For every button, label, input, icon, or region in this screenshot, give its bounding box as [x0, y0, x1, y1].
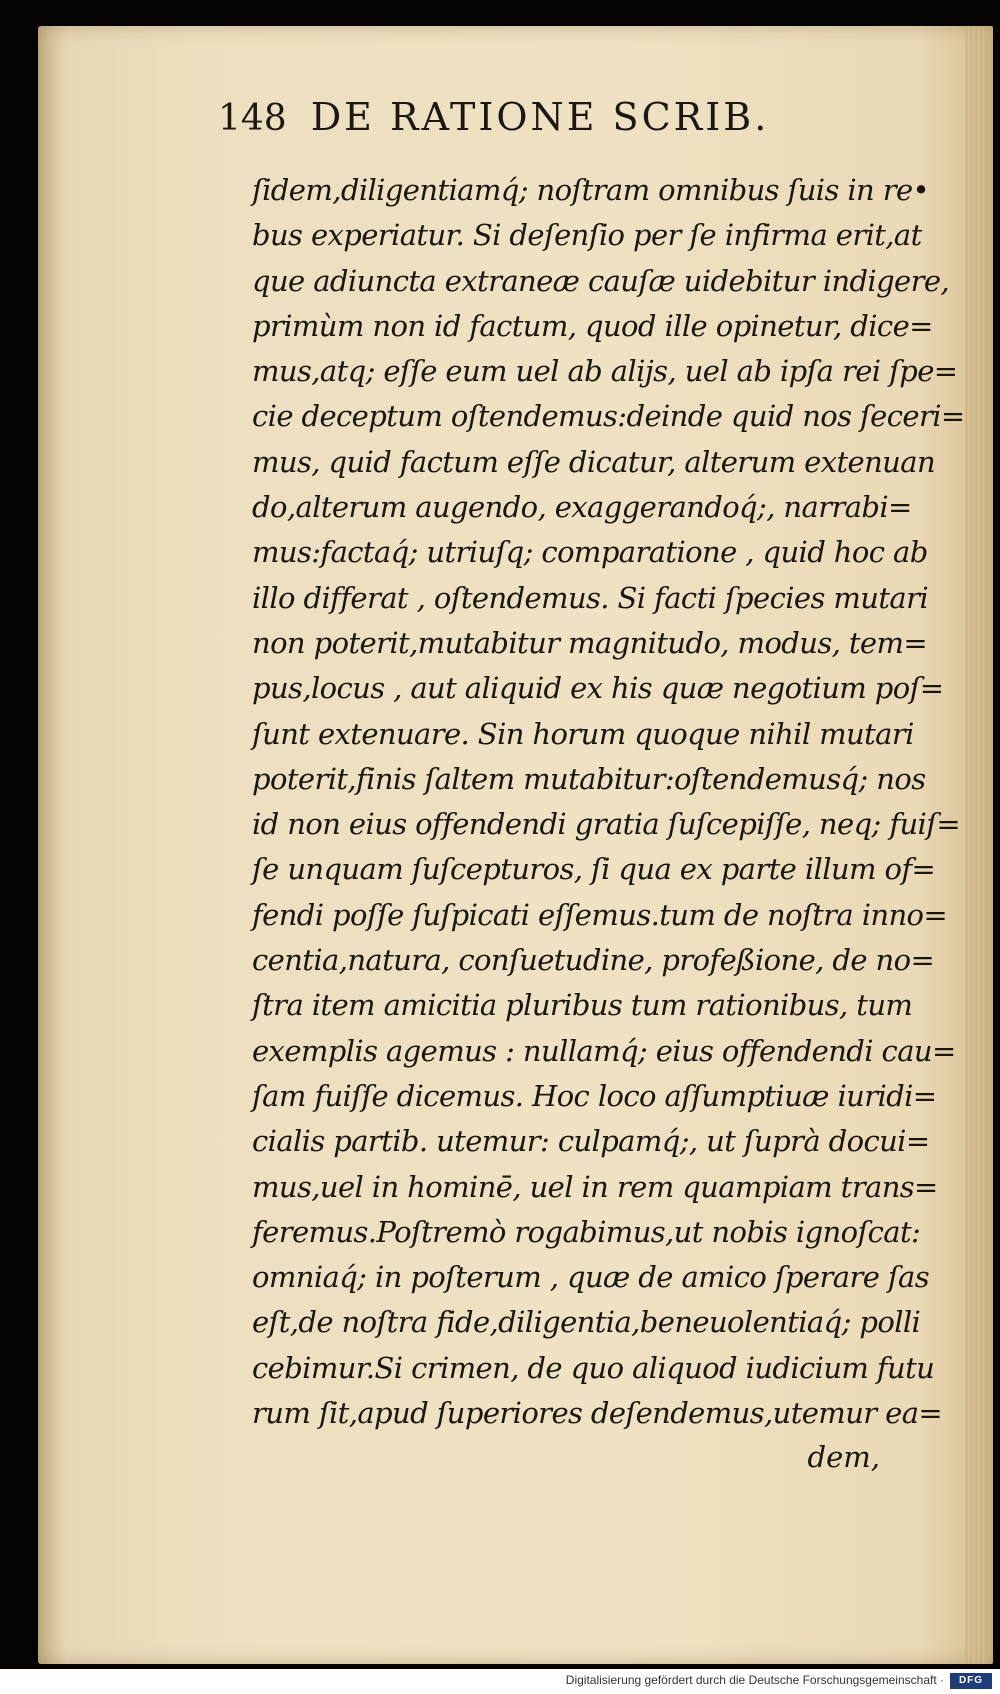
text-line: centia,natura, conſuetudine, profeßione, de no=: [252, 943, 935, 978]
text-line: cie deceptum oſtendemus:deinde quid nos ſeceri=: [252, 399, 965, 434]
running-title: DE RATIONE SCRIB.: [310, 95, 770, 139]
text-line: cebimur.Si crimen, de quo aliquod iudicium futu: [252, 1350, 935, 1385]
running-head: [218, 95, 818, 155]
dfg-logo: DFG: [950, 1673, 992, 1689]
text-line: mus,uel in hominē, uel in rem quampiam trans=: [252, 1169, 938, 1204]
text-line: cialis partib. utemur: culpamq́;, ut ſuprà docui=: [252, 1124, 930, 1159]
text-line: rum ſit,apud ſuperiores deſendemus,utemur ea=: [252, 1396, 943, 1431]
text-line: non poterit,mutabitur magnitudo, modus, tem=: [252, 625, 928, 660]
catchword: dem,: [807, 1440, 880, 1475]
text-line: illo differat , oſtendemus. Si facti ſpecies mutari: [252, 580, 929, 615]
text-line: ſidem,diligentiamq́; noſtram omnibus ſuis in re•: [252, 173, 930, 207]
text-line: ſam fuiſſe dicemus. Hoc loco aſſumptiuæ iuridi=: [252, 1078, 937, 1113]
text-line: bus experiatur. Si deſenſio per ſe infirma erit,at: [252, 218, 922, 253]
text-line: mus:factaq́; utriuſq; comparatione , quid hoc ab: [252, 535, 928, 570]
text-line: omniaq́; in poſterum , quæ de amico ſperare ſas: [252, 1260, 929, 1295]
text-line: primùm non id factum, quod ille opinetur, dice=: [252, 308, 933, 343]
text-line: do,alterum augendo, exaggerandoq́;, narrabi=: [252, 490, 912, 525]
text-line: mus, quid factum eſſe dicatur, alterum extenuan: [252, 444, 936, 479]
page-number: 148: [218, 98, 287, 139]
page-edge: [965, 26, 987, 1664]
text-line: pus,locus , aut aliquid ex his quæ negotium poſ=: [252, 671, 944, 706]
text-line: ſunt extenuare. Sin horum quoque nihil mutari: [252, 716, 914, 751]
text-line: eſt,de noſtra fide,diligentia,beneuolentiaq́; polli: [252, 1305, 921, 1340]
text-line: feremus.Poſtremò rogabimus,ut nobis ignoſcat:: [252, 1214, 921, 1249]
footer-bar: [0, 1669, 1000, 1694]
text-line: ſe unquam ſuſcepturos, ſi qua ex parte illum of=: [252, 852, 936, 887]
text-line: ſtra item amicitia pluribus tum rationibus, tum: [252, 988, 913, 1023]
text-line: poterit,finis ſaltem mutabitur:oſtendemusq́; nos: [252, 761, 926, 796]
text-line: id non eius offendendi gratia ſuſcepiſſe, neq; fuiſ=: [252, 807, 961, 842]
text-block: [252, 168, 965, 1478]
text-line: exemplis agemus : nullamq́; eius offendendi cau=: [252, 1033, 956, 1068]
text-line: que adiuncta extraneæ cauſæ uidebitur indigere,: [252, 263, 950, 298]
text-line: fendi poſſe ſuſpicati eſſemus.tum de noſtra inno=: [252, 897, 948, 932]
text-line: mus,atq; eſſe eum uel ab alijs, uel ab ipſa rei ſpe=: [252, 354, 958, 389]
funding-credit: Digitalisierung gefördert durch die Deutsche Forschungsgemeinschaft ·: [565, 1673, 944, 1687]
